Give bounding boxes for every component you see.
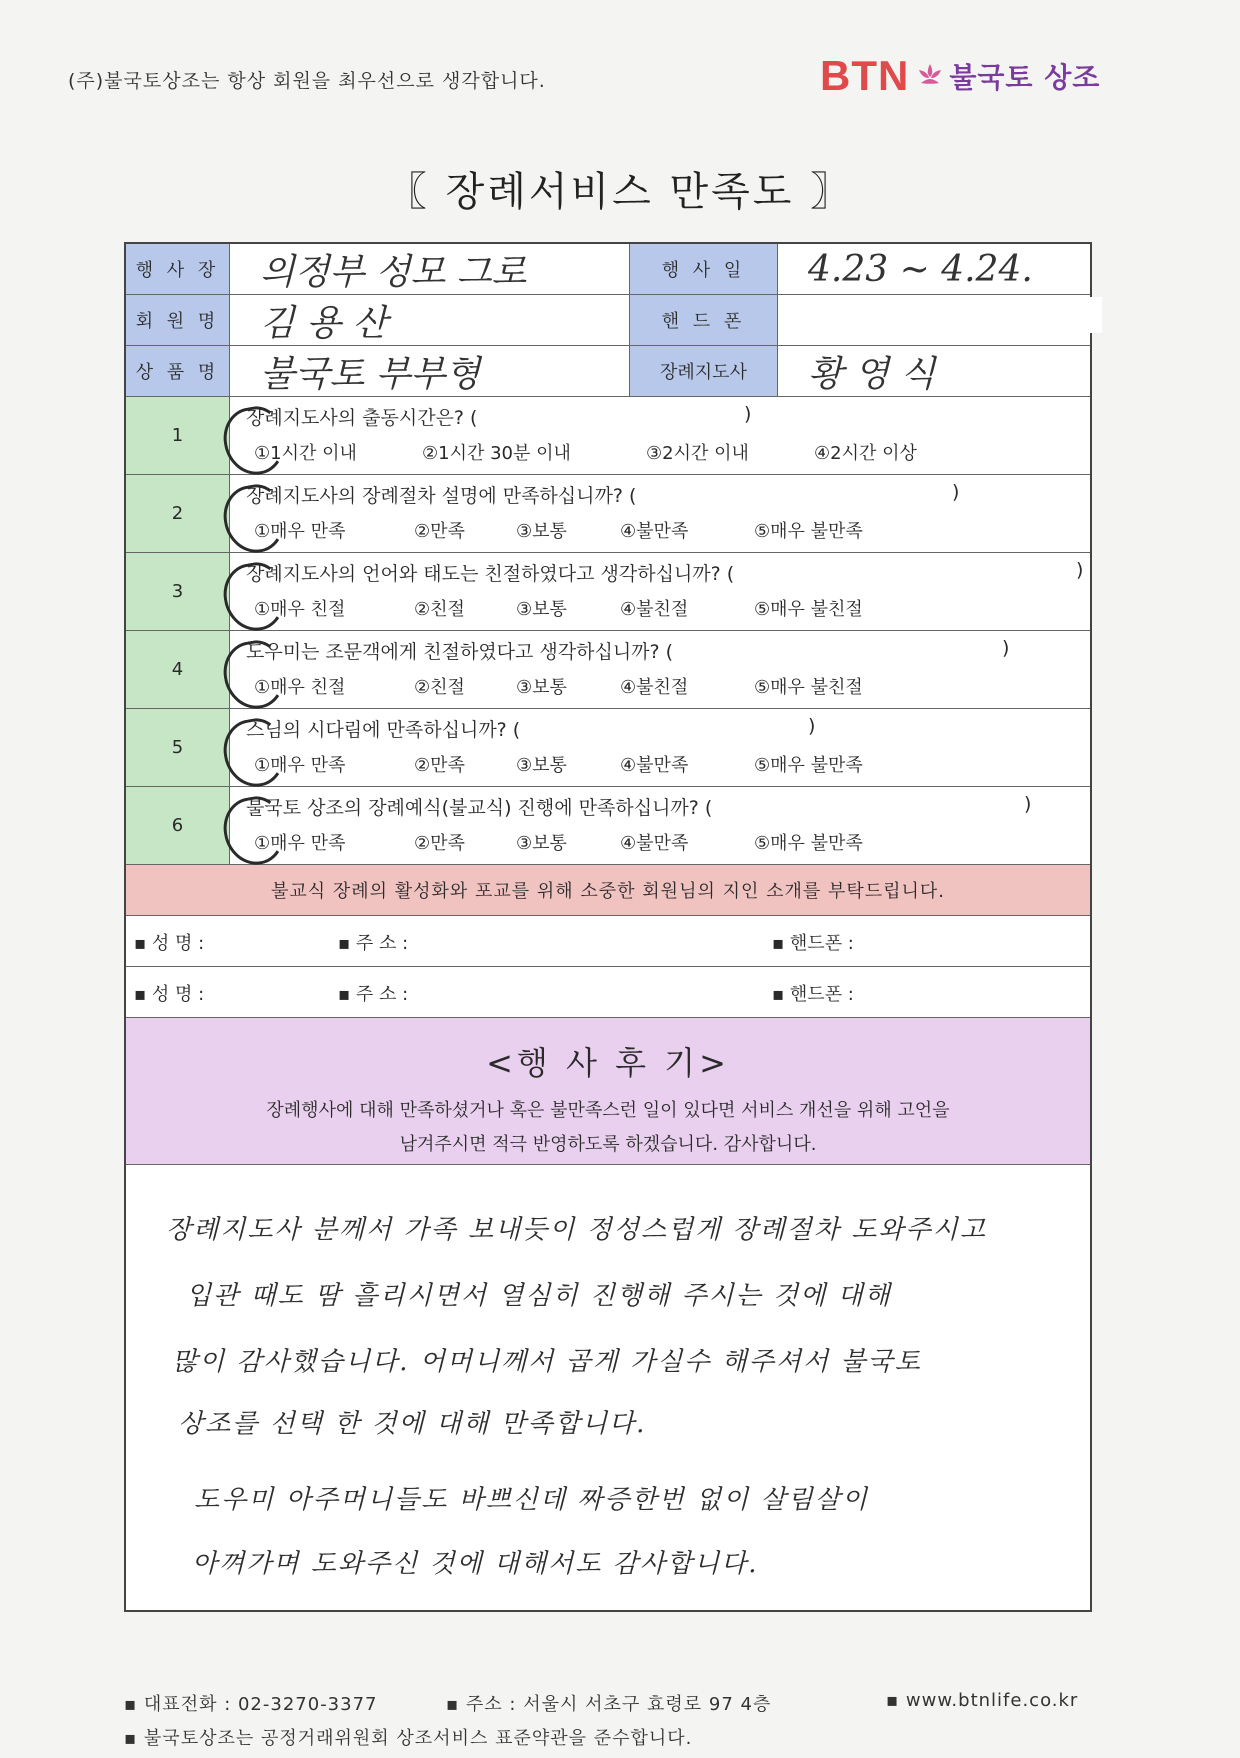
question-text: 장례지도사의 언어와 태도는 친절하였다고 생각하십니까? ( xyxy=(246,563,735,585)
answer-paren-close: ) xyxy=(952,481,960,503)
option-3[interactable]: ③보통 xyxy=(516,833,567,854)
question-text: 스님의 시다림에 만족하십니까? ( xyxy=(246,719,521,741)
handwritten-line: 입관 때도 땀 흘리시면서 열심히 진행해 주시는 것에 대해 xyxy=(186,1281,892,1311)
handwritten-review xyxy=(126,1165,1090,1610)
event-date-value: 4.23 ~ 4.24. xyxy=(808,248,1033,290)
director-value: 황 영 식 xyxy=(808,353,936,395)
option-5[interactable]: ⑤매우 불만족 xyxy=(754,521,863,542)
question-row-2 xyxy=(126,475,1090,553)
company-tagline: (주)불국토상조는 항상 회원을 최우선으로 생각합니다. xyxy=(68,70,546,92)
option-3[interactable]: ③보통 xyxy=(516,677,567,698)
option-2[interactable]: ②만족 xyxy=(414,521,465,542)
option-2[interactable]: ②만족 xyxy=(414,755,465,776)
option-1[interactable]: ①1시간 이내 xyxy=(254,443,357,464)
question-number: 1 xyxy=(126,397,230,474)
answer-paren-close: ) xyxy=(744,403,752,425)
option-1[interactable]: ①매우 만족 xyxy=(254,833,346,854)
footer-address: ▪ 주소 : 서울시 서초구 효령로 97 4층 xyxy=(446,1694,772,1715)
option-1[interactable]: ①매우 만족 xyxy=(254,755,346,776)
option-4[interactable]: ④불만족 xyxy=(620,833,689,854)
question-number: 3 xyxy=(126,553,230,630)
question-row-4 xyxy=(126,631,1090,709)
document-title: 〖 장례서비스 만족도 〗 xyxy=(386,169,854,215)
handwritten-line: 아껴가며 도와주신 것에 대해서도 감사합니다. xyxy=(192,1549,759,1579)
lotus-flower-icon xyxy=(915,61,945,91)
option-4[interactable]: ④불만족 xyxy=(620,521,689,542)
option-4[interactable]: ④불친절 xyxy=(620,599,689,620)
answer-paren-close: ) xyxy=(808,715,816,737)
option-5[interactable]: ⑤매우 불만족 xyxy=(754,833,863,854)
option-3[interactable]: ③보통 xyxy=(516,521,567,542)
question-row-6 xyxy=(126,787,1090,865)
phone-value-redacted xyxy=(778,295,1090,345)
review-desc-line-2: 남겨주시면 적극 반영하도록 하겠습니다. 감사합니다. xyxy=(399,1134,817,1155)
question-number: 4 xyxy=(126,631,230,708)
option-2[interactable]: ②만족 xyxy=(414,833,465,854)
option-3[interactable]: ③보통 xyxy=(516,599,567,620)
option-5[interactable]: ⑤매우 불만족 xyxy=(754,755,863,776)
review-title: <행 사 후 기> xyxy=(486,1044,730,1082)
review-desc-line-1: 장례행사에 대해 만족하셨거나 혹은 불만족스런 일이 있다면 서비스 개선을 위해 고언을 xyxy=(266,1100,950,1121)
option-3[interactable]: ③보통 xyxy=(516,755,567,776)
venue-label: 행 사 장 xyxy=(126,244,230,294)
option-5[interactable]: ⑤매우 불친절 xyxy=(754,599,863,620)
question-number: 5 xyxy=(126,709,230,786)
handwritten-line: 많이 감사했습니다. 어머니께서 곱게 가실수 해주셔서 불국토 xyxy=(172,1347,922,1377)
question-row-3 xyxy=(126,553,1090,631)
question-number: 2 xyxy=(126,475,230,552)
referral-banner: 불교식 장례의 활성화와 포교를 위해 소중한 회원님의 지인 소개를 부탁드립니다. xyxy=(126,865,1090,916)
question-text: 도우미는 조문객에게 친절하였다고 생각하십니까? ( xyxy=(246,641,674,663)
review-header xyxy=(126,1018,1090,1165)
member-label: 회 원 명 xyxy=(126,295,230,345)
referral-phone-label: ▪ 핸드폰 : xyxy=(772,933,854,954)
answer-paren-close: ) xyxy=(1076,559,1084,581)
handwritten-line: 상조를 선택 한 것에 대해 만족합니다. xyxy=(178,1409,647,1439)
member-value: 김 용 산 xyxy=(230,295,630,345)
info-row-venue xyxy=(126,244,1090,295)
event-date-label: 행 사 일 xyxy=(630,244,778,294)
option-1[interactable]: ①매우 친절 xyxy=(254,677,346,698)
option-1[interactable]: ①매우 친절 xyxy=(254,599,346,620)
footer-website-link[interactable]: ▪ www.btnlife.co.kr xyxy=(886,1690,1079,1711)
footer-phone: ▪ 대표전화 : 02-3270-3377 xyxy=(124,1694,378,1715)
referral-row-1 xyxy=(126,916,1090,967)
logo-company-name: 불국토 상조 xyxy=(949,61,1101,94)
question-text: 불국토 상조의 장례예식(불교식) 진행에 만족하십니까? ( xyxy=(246,797,713,819)
option-2[interactable]: ②친절 xyxy=(414,677,465,698)
info-row-product xyxy=(126,346,1090,397)
referral-address-label: ▪ 주 소 : xyxy=(338,984,409,1005)
question-number: 6 xyxy=(126,787,230,864)
option-4[interactable]: ④불만족 xyxy=(620,755,689,776)
referral-phone-label: ▪ 핸드폰 : xyxy=(772,984,854,1005)
option-3[interactable]: ③2시간 이내 xyxy=(646,443,749,464)
handwritten-line: 도우미 아주머니들도 바쁘신데 짜증한번 없이 살림살이 xyxy=(194,1485,869,1515)
question-row-5 xyxy=(126,709,1090,787)
phone-label: 핸 드 폰 xyxy=(630,295,778,345)
answer-paren-close: ) xyxy=(1002,637,1010,659)
referral-address-label: ▪ 주 소 : xyxy=(338,933,409,954)
survey-form xyxy=(124,242,1092,1612)
question-text: 장례지도사의 장례절차 설명에 만족하십니까? ( xyxy=(246,485,637,507)
btn-logo xyxy=(820,52,1100,100)
referral-row-2 xyxy=(126,967,1090,1018)
review-description xyxy=(126,1094,1090,1162)
redaction-box xyxy=(792,297,1102,333)
question-text: 장례지도사의 출동시간은? ( xyxy=(246,407,478,429)
option-5[interactable]: ⑤매우 불친절 xyxy=(754,677,863,698)
handwritten-line: 장례지도사 분께서 가족 보내듯이 정성스럽게 장례절차 도와주시고 xyxy=(166,1215,987,1245)
answer-paren-close: ) xyxy=(1024,793,1032,815)
option-2[interactable]: ②1시간 30분 이내 xyxy=(422,443,571,464)
footer-note: ▪ 불국토상조는 공정거래위원회 상조서비스 표준약관을 준수합니다. xyxy=(124,1728,693,1749)
option-4[interactable]: ④불친절 xyxy=(620,677,689,698)
question-row-1 xyxy=(126,397,1090,475)
venue-value: 의정부 성모 그로 xyxy=(230,244,630,294)
info-row-member xyxy=(126,295,1090,346)
referral-name-label: ▪ 성 명 : xyxy=(134,984,205,1005)
option-1[interactable]: ①매우 만족 xyxy=(254,521,346,542)
product-value: 불국토 부부형 xyxy=(230,346,630,396)
option-4[interactable]: ④2시간 이상 xyxy=(814,443,917,464)
product-label: 상 품 명 xyxy=(126,346,230,396)
referral-name-label: ▪ 성 명 : xyxy=(134,933,205,954)
option-2[interactable]: ②친절 xyxy=(414,599,465,620)
logo-btn-text: BTN xyxy=(820,52,910,99)
director-label: 장례지도사 xyxy=(630,346,778,396)
